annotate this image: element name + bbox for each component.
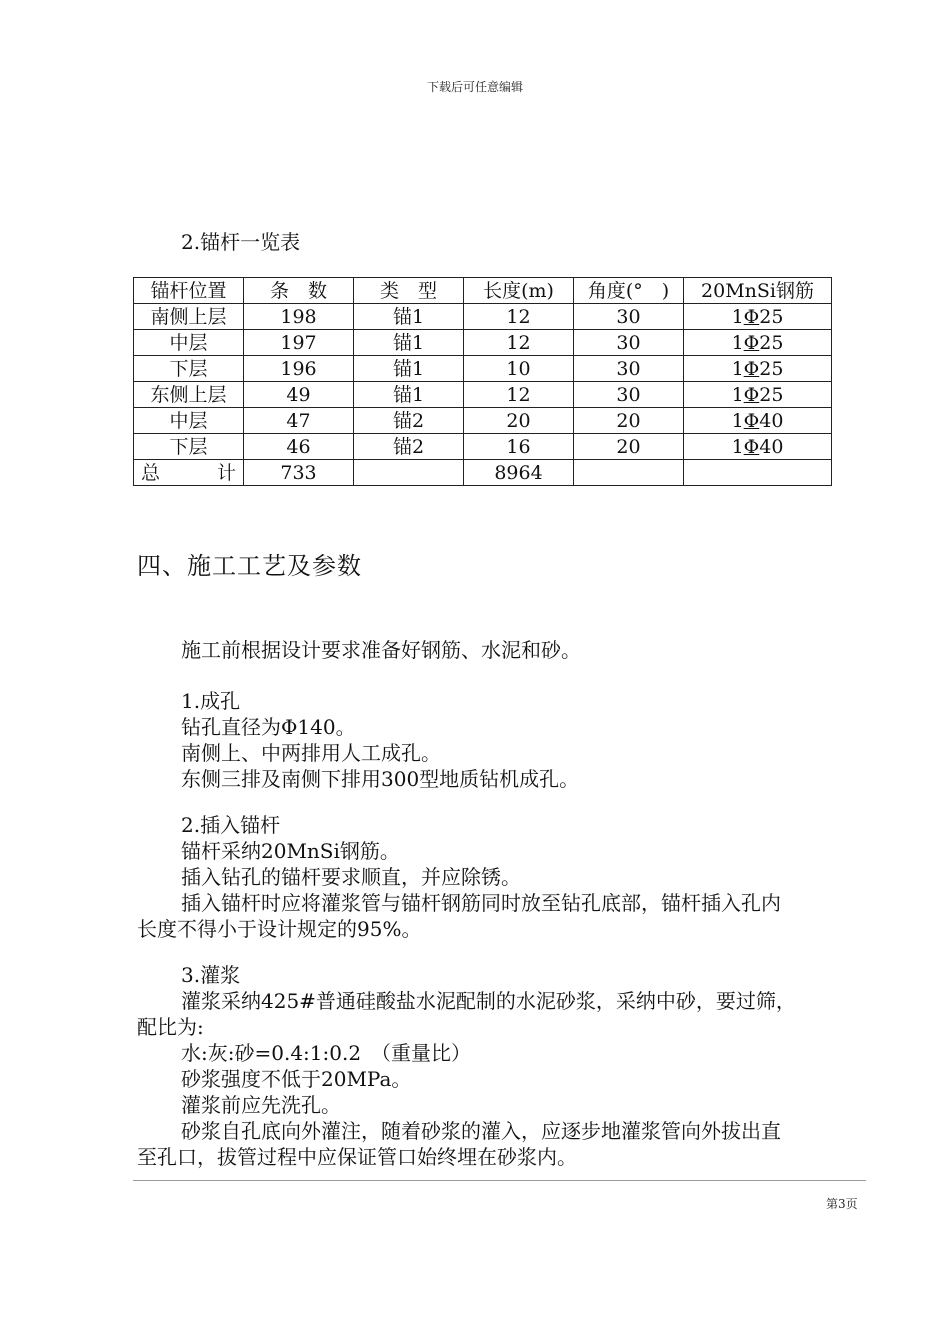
steel-qty: 1 bbox=[731, 357, 744, 380]
cell-count: 49 bbox=[244, 382, 354, 408]
cell-type: 锚1 bbox=[354, 382, 464, 408]
table-row bbox=[134, 304, 832, 330]
col-header-steel: 20MnSi钢筋 bbox=[684, 278, 832, 304]
cell-position: 东侧上层 bbox=[134, 382, 244, 408]
table-caption: 2.锚杆一览表 bbox=[181, 230, 301, 254]
col-header-count: 条 数 bbox=[244, 278, 354, 304]
phi-symbol: Φ bbox=[743, 305, 760, 328]
total-angle-empty bbox=[574, 460, 684, 486]
cell-position: 下层 bbox=[134, 356, 244, 382]
phi-symbol: Φ bbox=[743, 331, 760, 354]
cell-angle: 30 bbox=[574, 330, 684, 356]
footer-rule bbox=[133, 1180, 866, 1181]
cell-angle: 20 bbox=[574, 408, 684, 434]
s2-line: 锚杆采纳20MnSi钢筋。 bbox=[181, 839, 400, 863]
steel-dia: 25 bbox=[759, 357, 784, 380]
total-count: 733 bbox=[244, 460, 354, 486]
cell-steel bbox=[684, 330, 832, 356]
table-row bbox=[134, 382, 832, 408]
col-header-position: 锚杆位置 bbox=[134, 278, 244, 304]
steel-qty: 1 bbox=[731, 305, 744, 328]
steel-dia: 25 bbox=[759, 383, 784, 406]
phi-symbol: Φ bbox=[743, 383, 760, 406]
header-note: 下载后可任意编辑 bbox=[426, 80, 523, 94]
s3-line: 灌浆采纳425#普通硅酸盐水泥配制的水泥砂浆，采纳中砂，要过筛， bbox=[181, 989, 796, 1013]
table-row bbox=[134, 330, 832, 356]
cell-angle: 30 bbox=[574, 382, 684, 408]
s2-heading: 2.插入锚杆 bbox=[181, 813, 281, 837]
cell-position: 中层 bbox=[134, 408, 244, 434]
cell-count: 197 bbox=[244, 330, 354, 356]
cell-steel bbox=[684, 434, 832, 460]
cell-length: 12 bbox=[464, 382, 574, 408]
steel-qty: 1 bbox=[731, 435, 744, 458]
table-header-row bbox=[134, 278, 832, 304]
cell-count: 196 bbox=[244, 356, 354, 382]
s3-line: 至孔口，拔管过程中应保证管口始终埋在砂浆内。 bbox=[137, 1145, 577, 1169]
s3-line: 水:灰:砂=0.4:1:0.2 （重量比） bbox=[181, 1041, 472, 1065]
cell-type: 锚1 bbox=[354, 330, 464, 356]
cell-count: 47 bbox=[244, 408, 354, 434]
s3-line: 砂浆强度不低于20MPa。 bbox=[181, 1067, 412, 1091]
cell-position: 南侧上层 bbox=[134, 304, 244, 330]
steel-dia: 40 bbox=[759, 409, 784, 432]
cell-type: 锚2 bbox=[354, 434, 464, 460]
steel-dia: 40 bbox=[759, 435, 784, 458]
s2-line: 长度不得小于设计规定的95%。 bbox=[137, 917, 422, 941]
total-type-empty bbox=[354, 460, 464, 486]
intro-paragraph: 施工前根据设计要求准备好钢筋、水泥和砂。 bbox=[181, 638, 581, 662]
cell-steel bbox=[684, 356, 832, 382]
cell-length: 12 bbox=[464, 330, 574, 356]
phi-symbol: Φ bbox=[743, 435, 760, 458]
steel-qty: 1 bbox=[731, 383, 744, 406]
cell-type: 锚1 bbox=[354, 356, 464, 382]
cell-position: 中层 bbox=[134, 330, 244, 356]
steel-dia: 25 bbox=[759, 331, 784, 354]
steel-qty: 1 bbox=[731, 331, 744, 354]
s3-heading: 3.灌浆 bbox=[181, 963, 241, 987]
table-row bbox=[134, 356, 832, 382]
cell-count: 46 bbox=[244, 434, 354, 460]
cell-position: 下层 bbox=[134, 434, 244, 460]
col-header-type: 类 型 bbox=[354, 278, 464, 304]
s3-line: 配比为: bbox=[137, 1015, 204, 1039]
cell-type: 锚1 bbox=[354, 304, 464, 330]
cell-length: 16 bbox=[464, 434, 574, 460]
table-row bbox=[134, 408, 832, 434]
page-number: 第3页 bbox=[826, 1197, 858, 1211]
cell-angle: 20 bbox=[574, 434, 684, 460]
cell-length: 10 bbox=[464, 356, 574, 382]
cell-type: 锚2 bbox=[354, 408, 464, 434]
s1-line: 钻孔直径为Φ140。 bbox=[181, 715, 356, 739]
total-length: 8964 bbox=[464, 460, 574, 486]
section-title: 四、施工工艺及参数 bbox=[137, 552, 362, 580]
steel-qty: 1 bbox=[731, 409, 744, 432]
anchor-table bbox=[133, 277, 832, 486]
s3-line: 灌浆前应先洗孔。 bbox=[181, 1093, 341, 1117]
s1-heading: 1.成孔 bbox=[181, 689, 241, 713]
cell-length: 20 bbox=[464, 408, 574, 434]
s3-line: 砂浆自孔底向外灌注，随着砂浆的灌入，应逐步地灌浆管向外拔出直 bbox=[181, 1119, 781, 1143]
s1-line: 东侧三排及南侧下排用300型地质钻机成孔。 bbox=[181, 767, 580, 791]
s2-line: 插入锚杆时应将灌浆管与锚杆钢筋同时放至钻孔底部，锚杆插入孔内 bbox=[181, 891, 781, 915]
cell-angle: 30 bbox=[574, 304, 684, 330]
total-label: 总 计 bbox=[134, 460, 244, 486]
phi-symbol: Φ bbox=[743, 357, 760, 380]
table-row bbox=[134, 434, 832, 460]
col-header-length: 长度(m) bbox=[464, 278, 574, 304]
cell-steel bbox=[684, 408, 832, 434]
cell-count: 198 bbox=[244, 304, 354, 330]
col-header-angle: 角度(° ) bbox=[574, 278, 684, 304]
total-steel-empty bbox=[684, 460, 832, 486]
cell-steel bbox=[684, 382, 832, 408]
s1-line: 南侧上、中两排用人工成孔。 bbox=[181, 741, 441, 765]
cell-angle: 30 bbox=[574, 356, 684, 382]
steel-dia: 25 bbox=[759, 305, 784, 328]
cell-length: 12 bbox=[464, 304, 574, 330]
table-total-row bbox=[134, 460, 832, 486]
cell-steel bbox=[684, 304, 832, 330]
phi-symbol: Φ bbox=[743, 409, 760, 432]
s2-line: 插入钻孔的锚杆要求顺直，并应除锈。 bbox=[181, 865, 521, 889]
